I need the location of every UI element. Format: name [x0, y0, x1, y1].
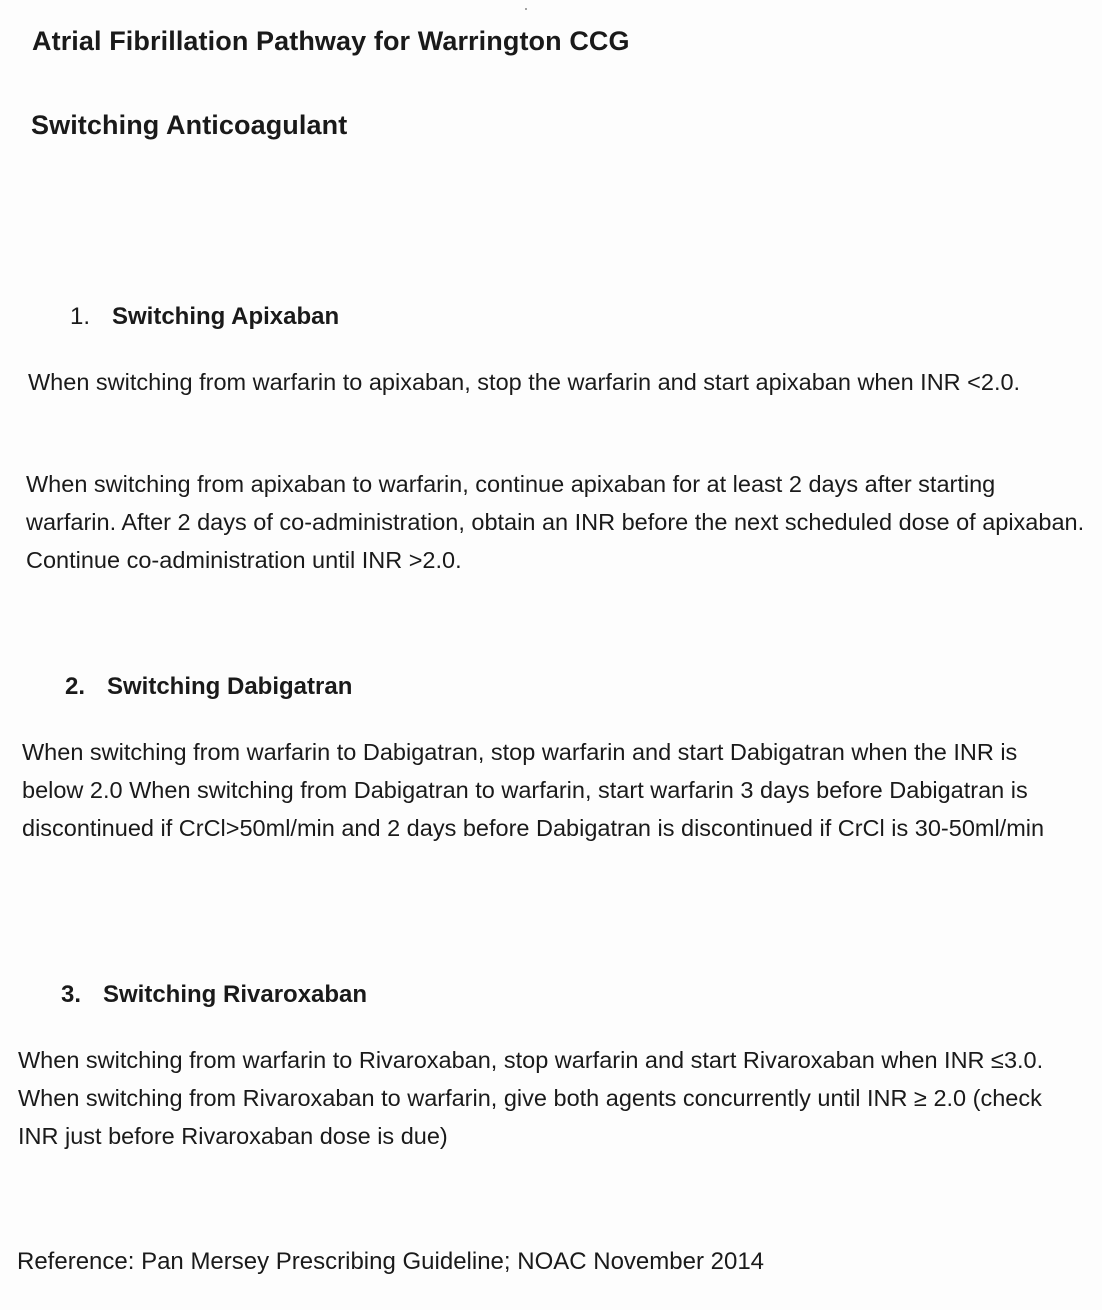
document-subtitle: Switching Anticoagulant: [31, 110, 348, 140]
document-title: Atrial Fibrillation Pathway for Warrington CCG: [32, 26, 630, 56]
section-number: 1.: [70, 303, 91, 330]
apixaban-paragraph-1: When switching from warfarin to apixaban, stop the warfarin and start apixaban when INR <2.0.: [28, 369, 1021, 395]
section-title: Switching Apixaban: [112, 303, 340, 330]
scan-speck: [525, 8, 527, 10]
reference-note: Reference: Pan Mersey Prescribing Guideline; NOAC November 2014: [17, 1248, 765, 1275]
section-heading-rivaroxaban: [61, 980, 367, 1010]
apixaban-paragraph-2: When switching from apixaban to warfarin, continue apixaban for at least 2 days after starting warfarin. After 2 days of co-administration, obtain an INR before the next scheduled dose of apixaban. Continue co-administration until INR >2.0.: [26, 471, 1085, 573]
section-number: 2.: [65, 673, 86, 700]
section-title: Switching Rivaroxaban: [103, 981, 368, 1008]
dabigatran-paragraph: When switching from warfarin to Dabigatran, stop warfarin and start Dabigatran when the INR is below 2.0 When switching from Dabigatran to warfarin, start warfarin 3 days before Dabigatran is discontinued if CrCl>50ml/min and 2 days before Dabigatran is discontinued if CrCl is 30-50ml/min: [22, 739, 1045, 841]
section-heading-dabigatran: [65, 672, 352, 702]
section-title: Switching Dabigatran: [107, 673, 353, 700]
rivaroxaban-paragraph: When switching from warfarin to Rivaroxaban, stop warfarin and start Rivaroxaban when INR ≤3.0. When switching from Rivaroxaban to warfarin, give both agents concurrently until INR ≥ 2.0 (check INR just before Rivaroxaban dose is due): [18, 1047, 1044, 1149]
section-heading-apixaban: [70, 302, 339, 332]
section-number: 3.: [61, 981, 82, 1008]
